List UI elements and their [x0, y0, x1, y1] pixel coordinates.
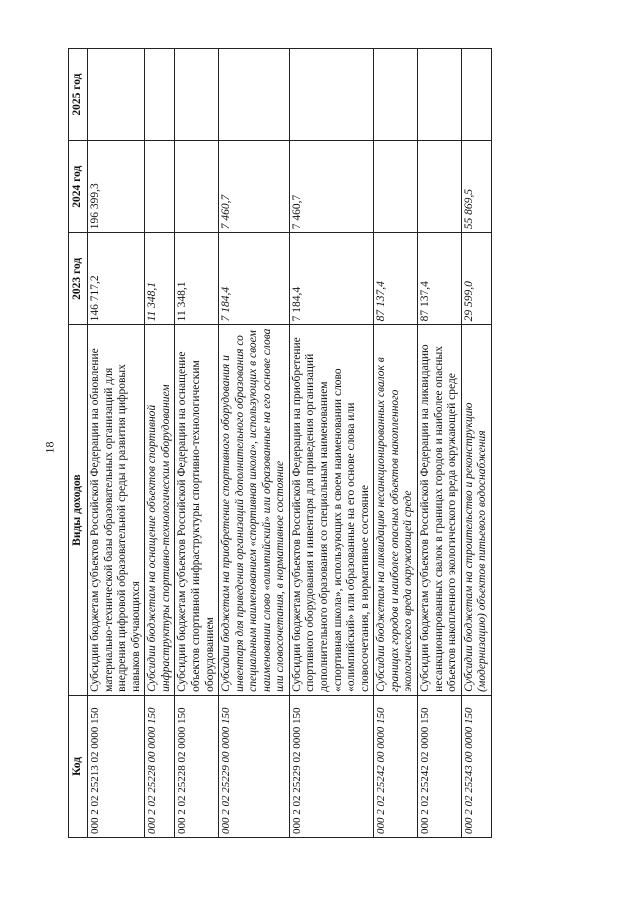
row-value-2023: 146 717,2	[88, 233, 145, 325]
table-row	[219, 49, 290, 838]
row-value-2024: 7 460,7	[289, 141, 373, 233]
table-row	[374, 49, 418, 838]
row-code: 000 2 02 25242 02 0000 150	[417, 695, 461, 837]
row-code: 000 2 02 25243 00 0000 150	[461, 695, 491, 837]
row-kind: Субсидии бюджетам субъектов Российской Федерации на обновление материально-технической базы образовательных организаций для внедрения цифровой образовательной среды и развития цифровых навыков обучающихся	[88, 325, 145, 695]
row-kind: Субсидии бюджетам субъектов Российской Федерации на ликвидацию несанкционированных свалок в границах городов и наиболее опасных объектов накопленного экологического вреда окружающей среде	[417, 325, 461, 695]
row-value-2023: 7 184,4	[219, 233, 290, 325]
row-value-2024	[175, 141, 219, 233]
row-code: 000 2 02 25228 00 0000 150	[145, 695, 175, 837]
row-kind: Субсидии бюджетам на приобретение спортивного оборудования и инвентаря для приведения организаций дополнительного образования со специальным наименованием «спортивная школа», использующих в своем наименовании слово «олимпийский» или образованные на его основе слова или словосочетания, в нормативное состояние	[219, 325, 290, 695]
table-row	[461, 49, 491, 838]
row-value-2025	[175, 49, 219, 141]
row-code: 000 2 02 25242 00 0000 150	[374, 695, 418, 837]
row-value-2025	[219, 49, 290, 141]
rotated-table-container	[68, 48, 568, 838]
row-kind: Субсидии бюджетам субъектов Российской Федерации на приобретение спортивного оборудования и инвентаря для приведения организаций дополнительного образования со специальным наименованием «спортивная школа», использующих в своем наименовании слово «олимпийский» или образованные на его основе слова или словосочетания, в нормативное состояние	[289, 325, 373, 695]
row-value-2025	[145, 49, 175, 141]
table-row	[175, 49, 219, 838]
row-value-2024: 7 460,7	[219, 141, 290, 233]
row-value-2023: 29 599,0	[461, 233, 491, 325]
row-code: 000 2 02 25229 00 0000 150	[219, 695, 290, 837]
table-row	[88, 49, 145, 838]
row-code: 000 2 02 25228 02 0000 150	[175, 695, 219, 837]
row-value-2024: 196 399,3	[88, 141, 145, 233]
row-code: 000 2 02 25229 02 0000 150	[289, 695, 373, 837]
table-row	[289, 49, 373, 838]
row-kind: Субсидии бюджетам на оснащение объектов спортивной инфраструктуры спортивно-технологическим оборудованием	[145, 325, 175, 695]
table-body	[88, 49, 492, 838]
row-value-2023: 7 184,4	[289, 233, 373, 325]
row-value-2023: 11 348,1	[145, 233, 175, 325]
table-header-row	[69, 49, 88, 838]
row-kind: Субсидии бюджетам на ликвидацию несанкционированных свалок в границах городов и наиболее опасных объектов накопленного экологического вреда окружающей среде	[374, 325, 418, 695]
row-value-2024: 55 869,5	[461, 141, 491, 233]
table-row	[417, 49, 461, 838]
row-value-2025	[289, 49, 373, 141]
row-value-2025	[461, 49, 491, 141]
row-value-2023: 87 137,4	[374, 233, 418, 325]
row-code: 000 2 02 25213 02 0000 150	[88, 695, 145, 837]
row-value-2023: 11 348,1	[175, 233, 219, 325]
header-kind: Виды доходов	[69, 325, 88, 695]
row-value-2023: 87 137,4	[417, 233, 461, 325]
table-row	[145, 49, 175, 838]
header-2023: 2023 год	[69, 233, 88, 325]
header-code: Код	[69, 695, 88, 837]
row-value-2025	[374, 49, 418, 141]
row-value-2024	[145, 141, 175, 233]
row-value-2024	[374, 141, 418, 233]
row-kind: Субсидии бюджетам субъектов Российской Федерации на оснащение объектов спортивной инфраструктуры спортивно-технологическим оборудованием	[175, 325, 219, 695]
row-kind: Субсидии бюджетам на строительство и реконструкцию (модернизацию) объектов питьевого водоснабжения	[461, 325, 491, 695]
row-value-2024	[417, 141, 461, 233]
page-number: 18	[42, 441, 57, 454]
header-2024: 2024 год	[69, 141, 88, 233]
header-2025: 2025 год	[69, 49, 88, 141]
row-value-2025	[88, 49, 145, 141]
row-value-2025	[417, 49, 461, 141]
revenue-table	[68, 48, 492, 838]
